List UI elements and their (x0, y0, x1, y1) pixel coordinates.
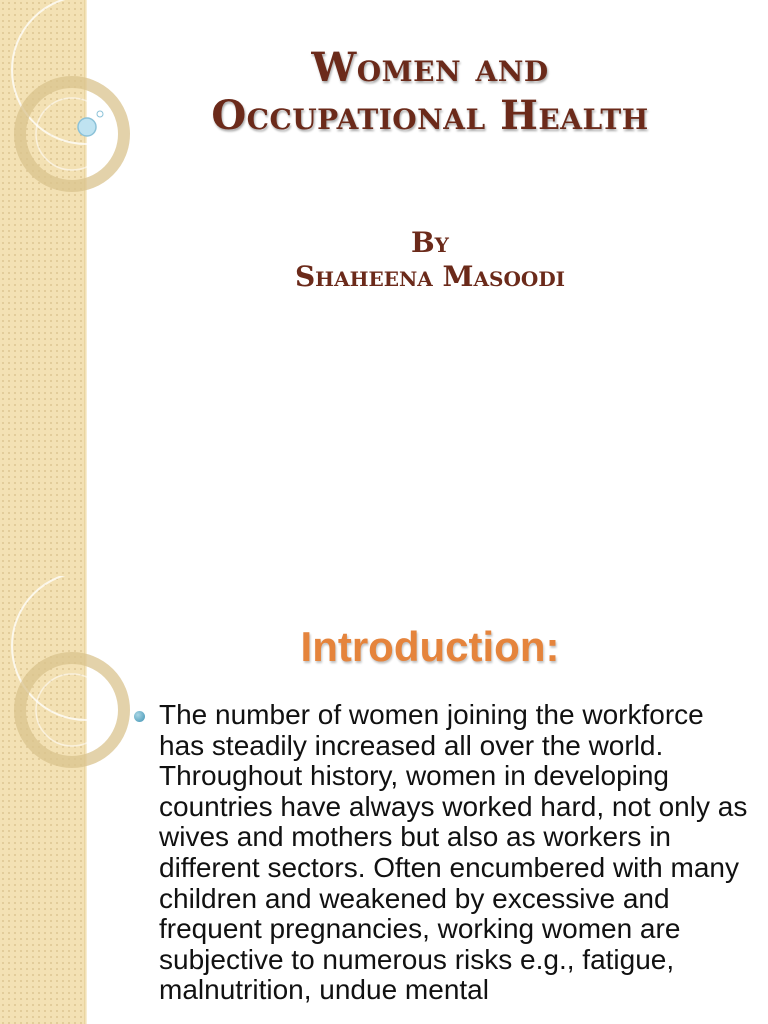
concentric-rings-icon (0, 576, 130, 776)
bullet-dot-icon (134, 711, 145, 722)
section-heading: Introduction: (300, 623, 560, 670)
introduction-slide (0, 576, 768, 1024)
title-line-2: Occupational Health (211, 92, 649, 139)
bullet-list (132, 700, 750, 1006)
presentation-title (100, 44, 760, 140)
byline (100, 226, 760, 294)
author-name: Shaheena Masoodi (294, 260, 566, 293)
list-item (132, 700, 750, 1006)
title-line-1: Women and (311, 44, 549, 91)
byline-label: By (411, 226, 449, 259)
bullet-text: The number of women joining the workforce has steadily increased all over the world. Throughout history, women in developing countries have always worked hard, not only as wives and mothers but also as workers in different sectors. Often encumbered with many children and weakened by excessive and frequent pregnancies, working women are subjective to numerous risks e.g., fatigue, malnutrition, undue mental (159, 699, 748, 1006)
